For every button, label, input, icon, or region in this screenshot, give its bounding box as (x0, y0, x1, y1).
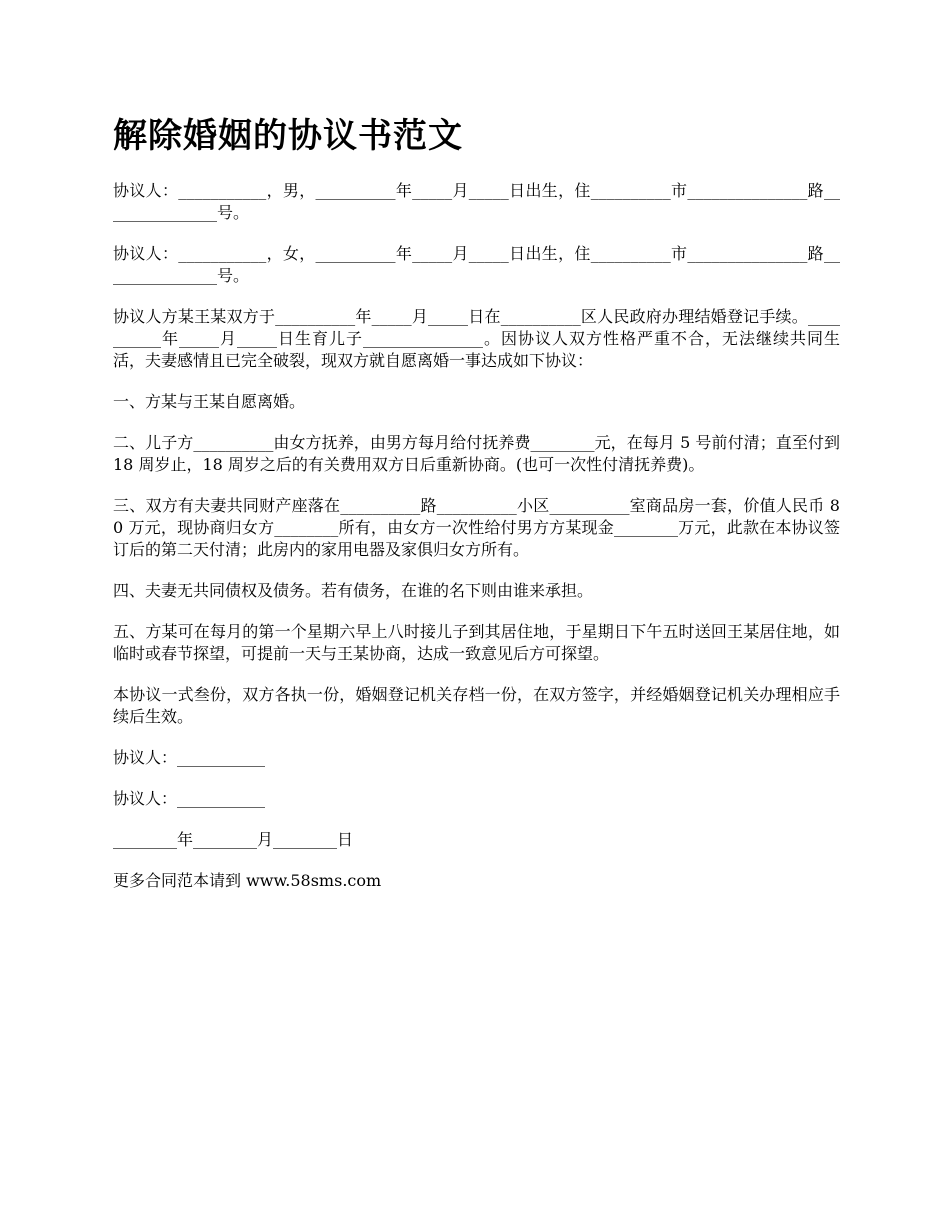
signature-line-2: 协议人：___________ (113, 789, 266, 808)
clause-2: 二、儿子方__________由女方抚养，由男方每月给付抚养费________元，在每月 5 号前付清；直至付到 18 周岁止，18 周岁之后的有关费用双方日后重新协商。(也可一次性付清抚养费)。 (113, 433, 840, 474)
signature-line-1: 协议人：___________ (113, 748, 266, 767)
party-female-paragraph: 协议人：___________，女，__________年_____月_____日出生，住__________市_______________路_______________号。 (113, 244, 840, 285)
clause-4: 四、夫妻无共同债权及债务。若有债务，在谁的名下则由谁来承担。 (113, 581, 594, 600)
clause-5: 五、方某可在每月的第一个星期六早上八时接儿子到其居住地，于星期日下午五时送回王某居住地，如临时或春节探望，可提前一天与王某协商，达成一致意见后方可探望。 (113, 622, 840, 663)
clause-1: 一、方某与王某自愿离婚。 (113, 392, 306, 411)
party-male-paragraph: 协议人：___________，男，__________年_____月_____日出生，住__________市_______________路_______________号。 (113, 181, 840, 222)
footer-link-text: 更多合同范本请到 www.58sms.com (113, 871, 382, 890)
effectiveness-paragraph: 本协议一式叁份，双方各执一份，婚姻登记机关存档一份，在双方签字，并经婚姻登记机关办理相应手续后生效。 (113, 685, 840, 726)
clause-3: 三、双方有夫妻共同财产座落在__________路__________小区__________室商品房一套，价值人民币 80 万元，现协商归女方________所有，由女方一次性给付男方方某现金________万元，此款在本协议签订后的第二天付清；此房内的家用电器及家俱归女方所有。 (113, 496, 840, 559)
document-page (113, 110, 840, 911)
date-line: ________年________月________日 (113, 830, 354, 849)
marriage-background-paragraph: 协议人方某王某双方于__________年_____月_____日在__________区人民政府办理结婚登记手续。__________年_____月_____日生育儿子_______________。因协议人双方性格严重不合，无法继续共同生活，夫妻感情且已完全破裂，现双方就自愿离婚一事达成如下协议： (113, 307, 840, 370)
document-title: 解除婚姻的协议书范文 (113, 116, 463, 156)
